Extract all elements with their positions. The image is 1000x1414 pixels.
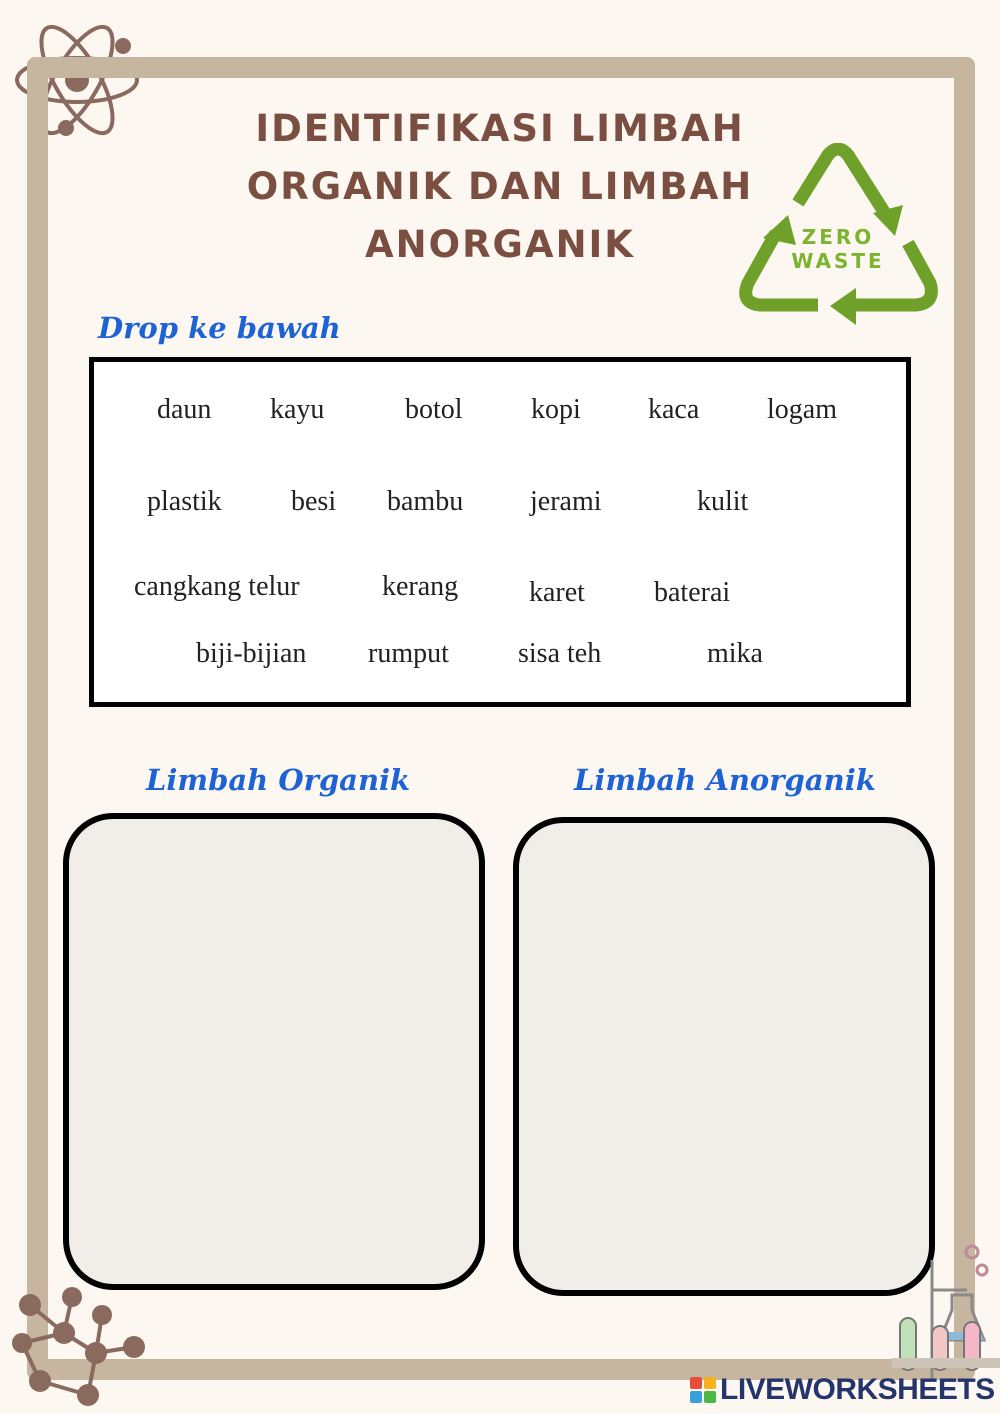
word-tile[interactable]: kopi: [531, 394, 581, 425]
watermark-text: LIVEWORKSHEETS: [720, 1373, 995, 1406]
drop-instruction: Drop ke bawah: [98, 311, 341, 345]
word-tile[interactable]: kaca: [648, 394, 700, 425]
word-tile[interactable]: bambu: [387, 486, 464, 517]
liveworksheets-watermark: [690, 1373, 995, 1407]
word-tile[interactable]: kayu: [270, 394, 325, 425]
word-tile[interactable]: karet: [529, 577, 585, 608]
word-tile[interactable]: biji-bijian: [196, 638, 307, 669]
word-tile[interactable]: jerami: [530, 486, 602, 517]
molecule-icon: [0, 1285, 150, 1414]
inorganic-drop-zone[interactable]: [513, 817, 935, 1296]
logo-text-zero: ZERO: [801, 225, 875, 249]
word-bank: [89, 357, 911, 707]
word-tile[interactable]: besi: [291, 486, 337, 517]
word-tile[interactable]: mika: [707, 638, 763, 669]
title-line: ANORGANIK: [365, 223, 635, 266]
lab-glassware-icon: [892, 1240, 1000, 1380]
title-line: IDENTIFIKASI LIMBAH: [255, 107, 745, 150]
logo-text-waste: WASTE: [791, 249, 885, 273]
word-tile[interactable]: kerang: [382, 571, 459, 602]
inorganic-heading: Limbah Anorganik: [574, 763, 876, 797]
zero-waste-logo: [738, 143, 938, 329]
word-tile[interactable]: logam: [767, 394, 837, 425]
word-tile[interactable]: botol: [405, 394, 463, 425]
word-tile[interactable]: cangkang telur: [134, 571, 300, 602]
organic-drop-zone[interactable]: [63, 813, 485, 1290]
word-tile[interactable]: sisa teh: [518, 638, 602, 669]
word-tile[interactable]: plastik: [147, 486, 222, 517]
word-tile[interactable]: baterai: [654, 577, 731, 608]
word-tile[interactable]: rumput: [368, 638, 449, 669]
page-title: [200, 100, 800, 274]
liveworksheets-logo-icon: [690, 1377, 716, 1403]
word-tile[interactable]: daun: [157, 394, 212, 425]
title-line: ORGANIK DAN LIMBAH: [246, 165, 754, 208]
word-tile[interactable]: kulit: [697, 486, 749, 517]
organic-heading: Limbah Organik: [146, 763, 411, 797]
